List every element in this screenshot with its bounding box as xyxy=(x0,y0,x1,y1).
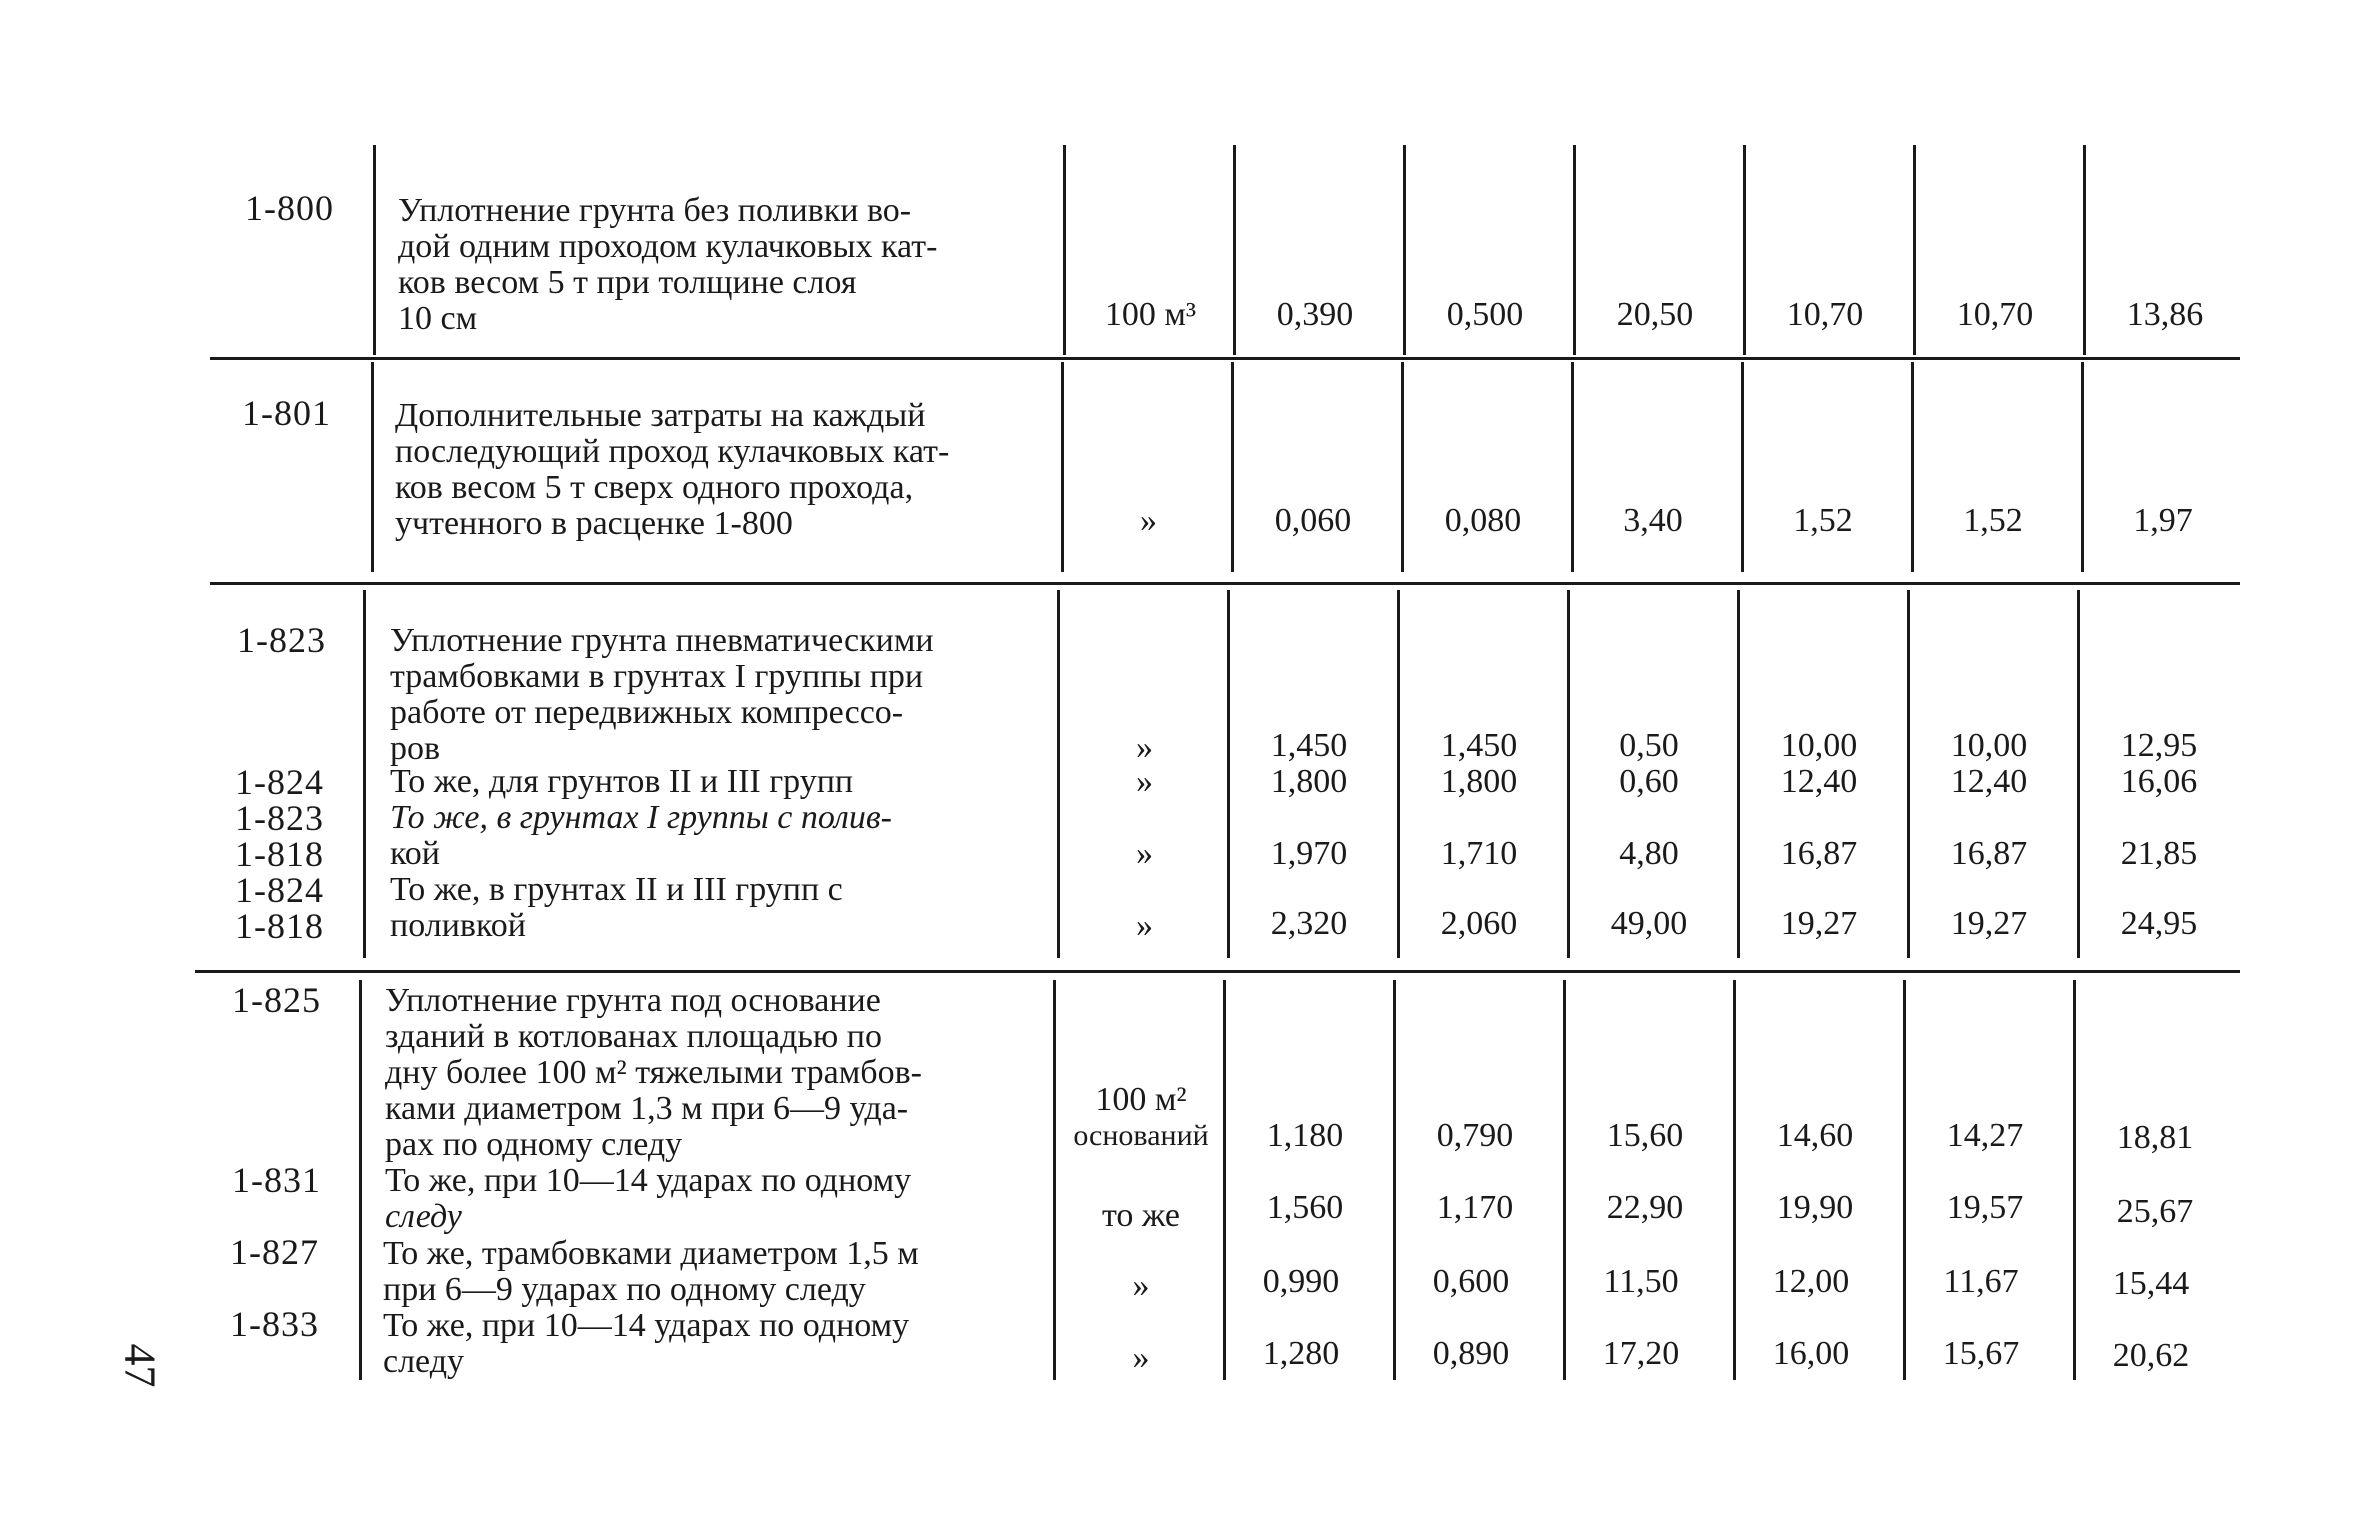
description-line: следу xyxy=(383,1343,464,1380)
unit-cell: 100 м³ xyxy=(1104,296,1197,333)
value-cell: 1,710 xyxy=(1440,835,1518,872)
page-number: 47 xyxy=(115,1343,165,1388)
work-description xyxy=(390,800,1038,872)
unit-cell xyxy=(1056,1082,1226,1154)
rate-code: 1-824 xyxy=(235,870,324,910)
column-rule xyxy=(1737,590,1740,958)
column-rule xyxy=(1743,145,1746,355)
work-description xyxy=(390,872,1038,944)
description-line: То же, в грунтах I группы с полив- xyxy=(390,799,892,836)
description-line: дой одним проходом кулачковых кат- xyxy=(398,228,938,265)
rate-code-secondary: 1-818 xyxy=(235,906,324,946)
column-rule xyxy=(1573,145,1576,355)
description-line: Уплотнение грунта под основание xyxy=(385,982,881,1019)
column-rule xyxy=(2077,590,2080,958)
column-rule xyxy=(371,362,374,572)
value-cell: 2,060 xyxy=(1440,905,1518,942)
column-rule xyxy=(1401,362,1404,572)
value-cell: 1,97 xyxy=(2133,502,2193,539)
description-line: То же, при 10—14 ударах по одному xyxy=(385,1162,912,1199)
description-line: Уплотнение грунта без поливки во- xyxy=(398,192,912,229)
value-cell: 19,90 xyxy=(1776,1189,1854,1226)
column-rule xyxy=(1231,362,1234,572)
description-line: рах по одному следу xyxy=(385,1126,683,1163)
value-cell: 11,67 xyxy=(1943,1263,2019,1300)
value-cell: 24,95 xyxy=(2120,905,2198,942)
section-divider xyxy=(210,582,2240,585)
value-cell: 0,60 xyxy=(1619,763,1679,800)
section-divider xyxy=(195,970,2240,973)
rate-code: 1-833 xyxy=(230,1304,319,1344)
value-cell: 1,560 xyxy=(1266,1189,1344,1226)
description-line: ками диаметром 1,3 м при 6—9 уда- xyxy=(385,1090,909,1127)
rate-code: 1-831 xyxy=(232,1160,321,1200)
value-cell: 10,00 xyxy=(1780,727,1858,764)
unit-cell: » xyxy=(1136,835,1153,872)
work-description xyxy=(395,398,1043,542)
column-rule xyxy=(373,145,376,355)
column-rule xyxy=(1563,980,1566,1380)
description-line: учтенного в расценке 1-800 xyxy=(395,505,793,542)
value-cell: 0,080 xyxy=(1444,502,1522,539)
column-rule xyxy=(1913,145,1916,355)
rate-code: 1-827 xyxy=(230,1232,319,1272)
column-rule xyxy=(1733,980,1736,1380)
column-rule xyxy=(2081,362,2084,572)
column-rule xyxy=(1063,145,1066,355)
value-cell: 11,50 xyxy=(1603,1263,1679,1300)
value-cell: 1,800 xyxy=(1440,763,1518,800)
value-cell: 0,50 xyxy=(1619,727,1679,764)
value-cell: 14,60 xyxy=(1776,1117,1854,1154)
value-cell: 1,450 xyxy=(1440,727,1518,764)
description-line: ков весом 5 т сверх одного прохода, xyxy=(395,469,914,506)
work-description xyxy=(383,1308,1033,1380)
description-line: работе от передвижных компрессо- xyxy=(390,694,904,731)
unit-cell: » xyxy=(1132,1339,1150,1376)
value-cell: 16,06 xyxy=(2120,763,2198,800)
column-rule xyxy=(1571,362,1574,572)
unit-line: оснований xyxy=(1073,1119,1209,1152)
value-cell: 14,27 xyxy=(1946,1117,2024,1154)
description-line: То же, для грунтов II и III групп xyxy=(390,763,854,800)
value-cell: 13,86 xyxy=(2126,296,2204,333)
value-cell: 19,57 xyxy=(1946,1189,2024,1226)
rate-code: 1-801 xyxy=(242,393,331,433)
work-description xyxy=(390,764,1038,800)
value-cell: 1,800 xyxy=(1270,763,1348,800)
value-cell: 20,50 xyxy=(1616,296,1694,333)
value-cell: 1,170 xyxy=(1436,1189,1514,1226)
rate-code-secondary: 1-818 xyxy=(235,834,324,874)
value-cell: 1,52 xyxy=(1793,502,1853,539)
unit-cell: » xyxy=(1132,1267,1150,1304)
value-cell: 25,67 xyxy=(2116,1193,2194,1230)
unit-cell: » xyxy=(1136,907,1153,944)
column-rule xyxy=(363,590,366,958)
unit-line: 100 м² xyxy=(1095,1081,1187,1118)
value-cell: 18,81 xyxy=(2116,1119,2194,1156)
value-cell: 10,70 xyxy=(1786,296,1864,333)
unit-cell: » xyxy=(1136,763,1153,800)
description-line: трамбовками в грунтах I группы при xyxy=(390,658,924,695)
description-line: поливкой xyxy=(390,907,526,944)
value-cell: 1,450 xyxy=(1270,727,1348,764)
value-cell: 22,90 xyxy=(1606,1189,1684,1226)
value-cell: 12,95 xyxy=(2120,727,2198,764)
column-rule xyxy=(1393,980,1396,1380)
description-line: Дополнительные затраты на каждый xyxy=(395,397,926,434)
value-cell: 10,70 xyxy=(1956,296,2034,333)
work-description xyxy=(385,983,1033,1163)
description-line: следу xyxy=(385,1198,462,1235)
rate-code: 1-823 xyxy=(237,620,326,660)
description-line: зданий в котлованах площадью по xyxy=(385,1018,882,1055)
description-line: То же, при 10—14 ударах по одному xyxy=(383,1307,910,1344)
unit-cell: то же xyxy=(1101,1197,1181,1234)
value-cell: 12,40 xyxy=(1780,763,1858,800)
column-rule xyxy=(1397,590,1400,958)
column-rule xyxy=(1053,980,1056,1380)
column-rule xyxy=(1403,145,1406,355)
value-cell: 0,060 xyxy=(1274,502,1352,539)
rate-code: 1-824 xyxy=(235,762,324,802)
column-rule xyxy=(1567,590,1570,958)
column-rule xyxy=(1903,980,1906,1380)
value-cell: 15,67 xyxy=(1942,1335,2020,1372)
value-cell: 49,00 xyxy=(1610,905,1688,942)
value-cell: 17,20 xyxy=(1602,1335,1680,1372)
value-cell: 0,600 xyxy=(1432,1263,1510,1300)
column-rule xyxy=(1057,590,1060,958)
column-rule xyxy=(2073,980,2076,1380)
rate-code: 1-825 xyxy=(232,980,321,1020)
value-cell: 1,52 xyxy=(1963,502,2023,539)
value-cell: 15,44 xyxy=(2112,1265,2190,1302)
value-cell: 15,60 xyxy=(1606,1117,1684,1154)
description-line: ров xyxy=(390,730,441,767)
value-cell: 16,87 xyxy=(1950,835,2028,872)
value-cell: 0,390 xyxy=(1276,296,1354,333)
description-line: То же, в грунтах II и III групп с xyxy=(390,871,843,908)
work-description xyxy=(385,1163,1033,1235)
work-description xyxy=(383,1236,1033,1308)
description-line: при 6—9 ударах по одному следу xyxy=(383,1271,866,1308)
rate-code: 1-800 xyxy=(245,188,334,228)
description-line: кой xyxy=(390,835,440,872)
value-cell: 3,40 xyxy=(1623,502,1683,539)
value-cell: 0,990 xyxy=(1262,1263,1340,1300)
work-description xyxy=(398,193,1043,337)
value-cell: 1,280 xyxy=(1262,1335,1340,1372)
value-cell: 19,27 xyxy=(1780,905,1858,942)
description-line: последующий проход кулачковых кат- xyxy=(395,433,950,470)
column-rule xyxy=(2083,145,2086,355)
value-cell: 0,500 xyxy=(1446,296,1524,333)
value-cell: 10,00 xyxy=(1950,727,2028,764)
value-cell: 16,87 xyxy=(1780,835,1858,872)
value-cell: 12,00 xyxy=(1772,1263,1850,1300)
value-cell: 20,62 xyxy=(2112,1337,2190,1374)
column-rule xyxy=(1223,980,1226,1380)
column-rule xyxy=(1907,590,1910,958)
value-cell: 2,320 xyxy=(1270,905,1348,942)
value-cell: 1,970 xyxy=(1270,835,1348,872)
column-rule xyxy=(1227,590,1230,958)
rate-code: 1-823 xyxy=(235,798,324,838)
description-line: То же, трамбовками диаметром 1,5 м xyxy=(383,1235,919,1272)
description-line: ков весом 5 т при толщине слоя xyxy=(398,264,857,301)
value-cell: 12,40 xyxy=(1950,763,2028,800)
work-description xyxy=(390,623,1038,767)
column-rule xyxy=(1233,145,1236,355)
description-line: Уплотнение грунта пневматическими xyxy=(390,622,934,659)
description-line: дну более 100 м² тяжелыми трамбов- xyxy=(385,1054,922,1091)
column-rule xyxy=(1741,362,1744,572)
column-rule xyxy=(359,980,362,1380)
value-cell: 0,790 xyxy=(1436,1117,1514,1154)
value-cell: 21,85 xyxy=(2120,835,2198,872)
value-cell: 0,890 xyxy=(1432,1335,1510,1372)
description-line: 10 см xyxy=(398,300,478,337)
unit-cell: » xyxy=(1136,729,1153,766)
section-divider xyxy=(210,357,2240,360)
value-cell: 16,00 xyxy=(1772,1335,1850,1372)
value-cell: 1,180 xyxy=(1266,1117,1344,1154)
value-cell: 19,27 xyxy=(1950,905,2028,942)
unit-cell: » xyxy=(1140,502,1157,539)
value-cell: 4,80 xyxy=(1619,835,1679,872)
column-rule xyxy=(1911,362,1914,572)
column-rule xyxy=(1061,362,1064,572)
